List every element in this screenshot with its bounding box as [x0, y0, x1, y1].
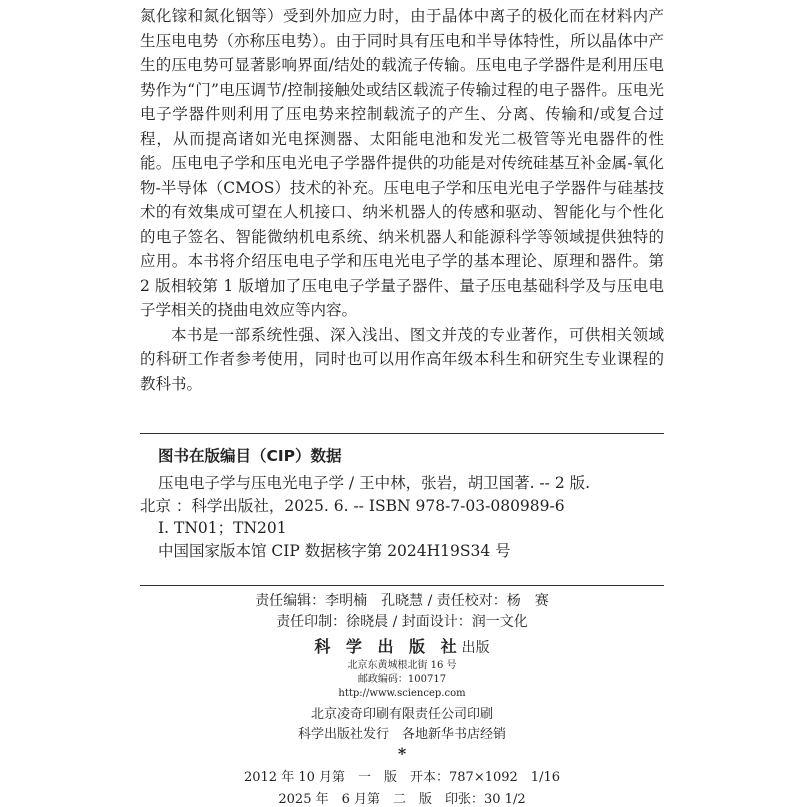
credits-editors: 责任编辑：李明楠 孔晓慧 / 责任校对：杨 赛 [255, 593, 549, 609]
edition-second: 2025 年 6 月第 二 版 印张：30 1/2 [278, 792, 526, 807]
cip-line-record: 中国国家版本馆 CIP 数据核字第 2024H19S34 号 [158, 541, 511, 560]
publisher-website: http://www.sciencep.com [338, 688, 466, 699]
cip-line-classification: Ⅰ. TN01；TN201 [158, 519, 287, 537]
abstract-paragraph-2: 本书是一部系统性强、深入浅出、图文并茂的专业著作，可供相关领域的科研工作者参考使用，同时也可以用作高年级本科生和研究生专业课程的教科书。 [140, 325, 664, 393]
cip-title: 图书在版编目（CIP）数据 [158, 447, 342, 465]
publisher-postcode: 邮政编码：100717 [357, 674, 447, 685]
cip-block [140, 472, 664, 562]
abstract [140, 4, 664, 396]
publisher-suffix: 出版 [461, 640, 490, 656]
publisher-logo: 科 学 出 版 社 [314, 637, 462, 656]
cip-top-rule [140, 433, 664, 434]
publisher-line [140, 634, 664, 657]
cip-line-publisher: 北京 ：科学出版社，2025. 6. -- ISBN 978-7-03-080989-6 [140, 496, 565, 515]
separator-star: * [397, 744, 407, 763]
cip-line-title: 压电电子学与压电光电子学 / 王中林，张岩，胡卫国著. -- 2 版. [158, 474, 591, 492]
printer-line: 北京凌奇印刷有限责任公司印刷 [310, 707, 493, 722]
cip-bottom-rule [140, 585, 664, 586]
edition-first: 2012 年 10 月第 一 版 开本：787×1092 1/16 [243, 770, 560, 785]
publisher-address: 北京东黄城根北街 16 号 [347, 660, 457, 671]
distribution-line: 科学出版社发行 各地新华书店经销 [297, 727, 506, 742]
credits-print: 责任印制：徐晓晨 / 封面设计：润一文化 [276, 614, 528, 630]
abstract-paragraph-1: 氮化镓和氮化铟等）受到外加应力时，由于晶体中离子的极化而在材料内产生压电电势（亦称压电势）。由于同时具有压电和半导体特性，所以晶体中产生的压电势可显著影响界面/结处的载流子传输。压电电子学器件是利用压电势作为“门”电压调节/控制接触处或结区载流子传输过程的电子器件。压电光电子学器件则利用了压电势来控制载流子的产生、分离、传输和/或复合过程，从而提高诸如光电探测器、太阳能电池和发光二极管等光电器件的性能。压电电子学和压电光电子学器件提供的功能是对传统硅基互补金属-氧化物-半导体（CMOS）技术的补充。压电电子学和压电光电子学器件与硅基技术的有效集成可望在人机接口、纳米机器人的传感和驱动、智能化与个性化的电子签名、智能微纳机电系统、纳米机器人和能源科学等领域提供独特的应用。本书将介绍压电电子学和压电光电子学的基本理论、原理和器件。第 2 版相较第 1 版增加了压电电子学量子器件、量子压电基础科学及与压电电子学相关的挠曲电效应等内容。 [140, 7, 664, 319]
